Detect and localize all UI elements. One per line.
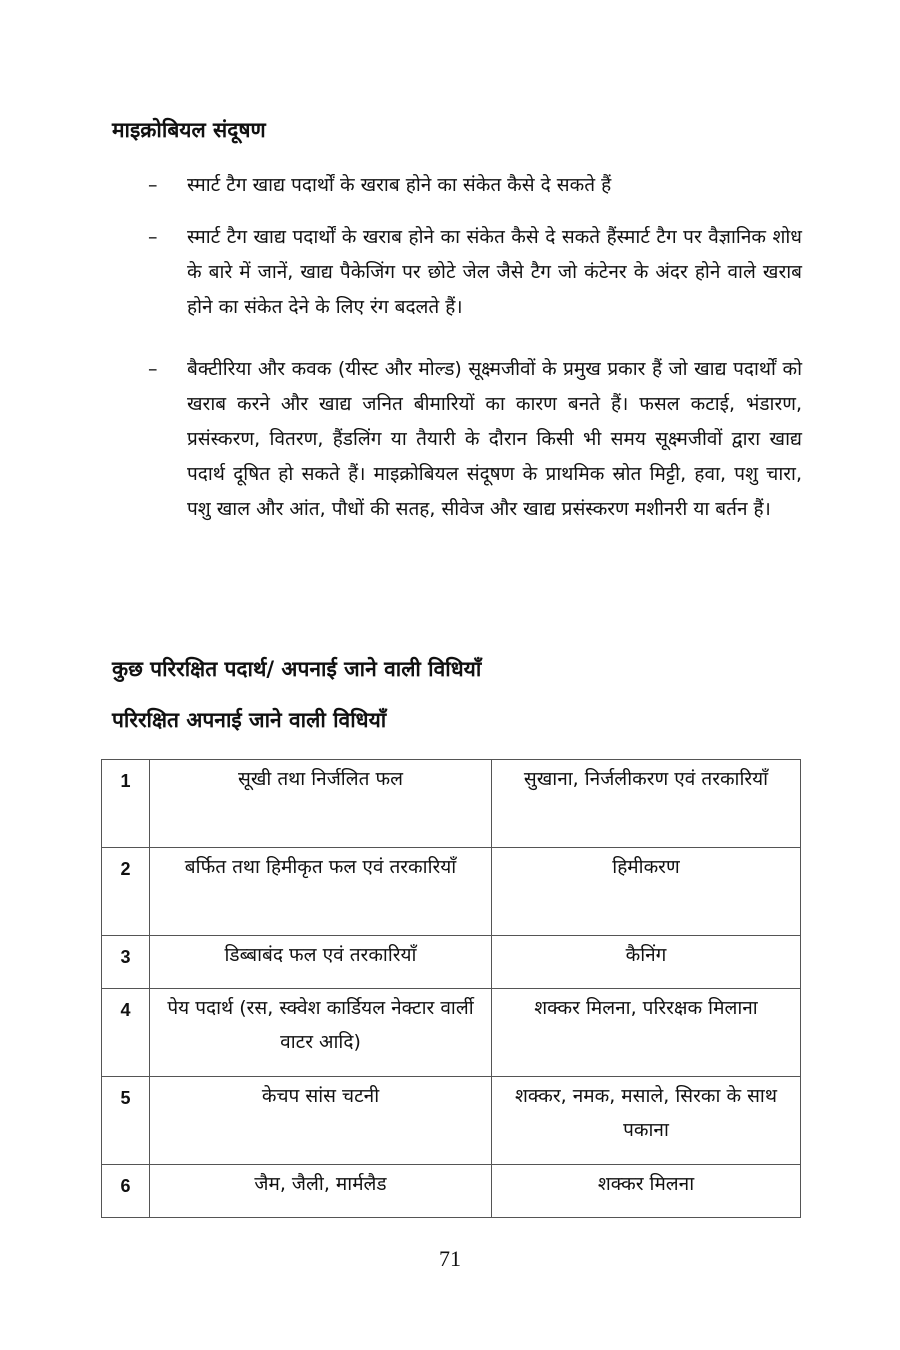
method-cell: हिमीकरण <box>492 848 801 936</box>
product-cell: जैम, जैली, मार्मलैड <box>150 1165 492 1218</box>
page-number: 71 <box>439 1246 461 1271</box>
row-number: 3 <box>102 936 150 989</box>
bullet-item <box>112 352 802 527</box>
bullet-text: स्मार्ट टैग खाद्य पदार्थों के खराब होने का संकेत कैसे दे सकते हैंस्मार्ट टैग पर वैज्ञानिक शोध के बारे में जानें, खाद्य पैकेजिंग पर छोटे जेल जैसे टैग जो कंटेनर के अंदर होने वाले खराब होने का संकेत देने के लिए रंग बदलते हैं। <box>187 226 802 318</box>
product-cell: डिब्बाबंद फल एवं तरकारियाँ <box>150 936 492 989</box>
product-cell: बर्फित तथा हिमीकृत फल एवं तरकारियाँ <box>150 848 492 936</box>
bullet-list <box>112 168 802 527</box>
preservation-methods-table <box>101 759 801 1218</box>
bullet-item <box>112 168 802 203</box>
table-subheading: परिरक्षित अपनाई जाने वाली विधियाँ <box>112 708 387 732</box>
product-cell: केचप सांस चटनी <box>150 1077 492 1165</box>
table-row <box>102 989 801 1077</box>
table-row <box>102 760 801 848</box>
bullet-item <box>112 220 802 325</box>
section-heading-preserved-products: कुछ परिरक्षित पदार्थ/ अपनाई जाने वाली विधियाँ <box>112 657 482 681</box>
product-cell: पेय पदार्थ (रस, स्क्वेश कार्डियल नेक्टार वार्ली वाटर आदि) <box>150 989 492 1077</box>
product-cell: सूखी तथा निर्जलित फल <box>150 760 492 848</box>
row-number: 5 <box>102 1077 150 1165</box>
method-cell: शक्कर मिलना <box>492 1165 801 1218</box>
dash-marker: – <box>148 226 158 248</box>
method-cell: कैनिंग <box>492 936 801 989</box>
table-row <box>102 848 801 936</box>
row-number: 1 <box>102 760 150 848</box>
row-number: 2 <box>102 848 150 936</box>
section-heading-microbial-contamination: माइक्रोबियल संदूषण <box>112 118 266 142</box>
method-cell: शक्कर मिलना, परिरक्षक मिलाना <box>492 989 801 1077</box>
table-row <box>102 936 801 989</box>
method-cell: सुखाना, निर्जलीकरण एवं तरकारियाँ <box>492 760 801 848</box>
table-row <box>102 1077 801 1165</box>
dash-marker: – <box>148 174 158 196</box>
table-row <box>102 1165 801 1218</box>
bullet-text: बैक्टीरिया और कवक (यीस्ट और मोल्ड) सूक्ष्मजीवों के प्रमुख प्रकार हैं जो खाद्य पदार्थों को खराब करने और खाद्य जनित बीमारियों का कारण बनते हैं। फसल कटाई, भंडारण, प्रसंस्करण, वितरण, हैंडलिंग या तैयारी के दौरान किसी भी समय सूक्ष्मजीवों द्वारा खाद्य पदार्थ दूषित हो सकते हैं। माइक्रोबियल संदूषण के प्राथमिक स्रोत मिट्टी, हवा, पशु चारा, पशु खाल और आंत, पौधों की सतह, सीवेज और खाद्य प्रसंस्करण मशीनरी या बर्तन हैं। <box>187 358 802 520</box>
dash-marker: – <box>148 358 158 380</box>
bullet-text: स्मार्ट टैग खाद्य पदार्थों के खराब होने का संकेत कैसे दे सकते हैं <box>187 174 612 196</box>
row-number: 4 <box>102 989 150 1077</box>
row-number: 6 <box>102 1165 150 1218</box>
method-cell: शक्कर, नमक, मसाले, सिरका के साथ पकाना <box>492 1077 801 1165</box>
